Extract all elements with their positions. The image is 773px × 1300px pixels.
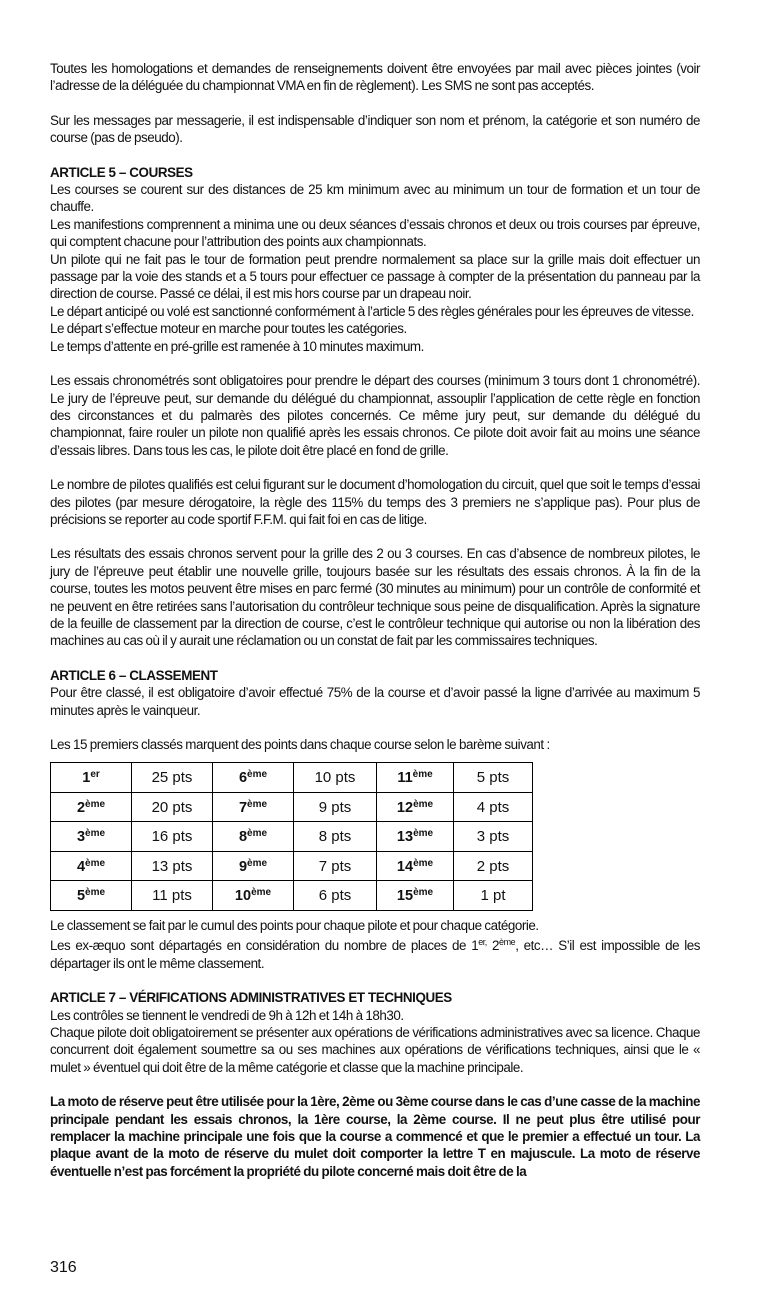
document-page: [50, 60, 700, 1180]
intro-paragraph-2: Sur les messages par messagerie, il est indispensable d’indiquer son nom et prénom, la catégorie et son numéro de course (pas de pseudo).: [50, 112, 700, 146]
ex-aequo-sup-1: er,: [478, 937, 487, 948]
rank-cell: [213, 851, 294, 881]
article-5-title: ARTICLE 5 – COURSES: [50, 164, 193, 180]
points-table-row: [51, 881, 533, 911]
ex-aequo-text-b: 2: [486, 938, 500, 954]
rank-cell: [213, 822, 294, 852]
rank-suffix: ème: [85, 887, 106, 899]
ex-aequo-text-a: Les ex-æquo sont départagés en considération du nombre de places de 1: [50, 938, 479, 954]
points-table-row: [51, 851, 533, 881]
article-5-paragraph-2: Les essais chronométrés sont obligatoires pour prendre le départ des courses (minimum 3 tours dont 1 chronométré). Le jury de l’épreuve peut, sur demande du délégué du championnat, assouplir l’application de cette règle en fonction des circonstances et du palmarès des pilotes concernés. Ce même jury peut, sur demande du délégué du championnat, faire rouler un pilote non qualifié après les essais chronos. Ce pilote doit avoir fait au moins une séance d’essais libres. Dans tous les cas, le pilote doit être placé en fond de grille.: [50, 373, 700, 458]
points-cell: 8 pts: [294, 822, 377, 852]
rank-number: 11: [397, 770, 413, 787]
rank-suffix: ème: [85, 857, 106, 869]
points-cell: 3 pts: [454, 822, 533, 852]
rank-cell: [51, 822, 132, 852]
points-cell: 2 pts: [454, 851, 533, 881]
intro-paragraph-1: Toutes les homologations et demandes de renseignements doivent être envoyées par mail avec pièces jointes (voir l’adresse de la déléguée du championnat VMA en fin de règlement). Les SMS ne sont pas acceptés.: [50, 61, 700, 94]
points-cell: 11 pts: [132, 881, 213, 911]
points-cell: 4 pts: [454, 792, 533, 822]
rank-number: 3: [76, 829, 86, 846]
rank-number: 14: [396, 858, 414, 875]
rank-cell: [213, 792, 294, 822]
article-6-paragraph-1: Pour être classé, il est obligatoire d’avoir effectué 75% de la course et d’avoir passé la ligne d’arrivée au maximum 5 minutes après le vainqueur.: [50, 685, 700, 718]
points-cell: 6 pts: [294, 881, 377, 911]
rank-suffix: ème: [85, 798, 106, 810]
rank-suffix: ème: [412, 769, 433, 781]
rank-number: 12: [396, 799, 414, 816]
points-table-row: [51, 822, 533, 852]
rank-cell: [51, 881, 132, 911]
rank-number: 1: [82, 770, 91, 787]
rank-suffix: er: [90, 769, 100, 781]
points-table-row: [51, 792, 533, 822]
article-7-title: ARTICLE 7 – VÉRIFICATIONS ADMINISTRATIVES ET TECHNIQUES: [50, 990, 452, 1006]
article-6-paragraph-4: [50, 934, 700, 972]
rank-suffix: ème: [247, 798, 268, 810]
rank-suffix: ème: [251, 887, 272, 899]
points-cell: 1 pt: [454, 881, 533, 911]
rank-cell: [377, 822, 454, 852]
article-5-line-1: Les courses se courent sur des distances de 25 km minimum avec au minimum un tour de formation et un tour de chauffe.: [50, 182, 700, 215]
rank-suffix: ème: [247, 769, 268, 781]
rank-number: 8: [238, 829, 248, 846]
points-cell: 25 pts: [132, 763, 213, 793]
points-table-row: [51, 763, 533, 793]
rank-number: 5: [76, 888, 86, 905]
article-5-line-4: Le départ anticipé ou volé est sanctionné conformément à l’article 5 des règles générales pour les épreuves de vitesse.: [50, 303, 694, 319]
rank-number: 6: [238, 770, 248, 787]
rank-cell: [377, 881, 454, 911]
rank-number: 10: [234, 888, 252, 905]
rank-number: 15: [396, 888, 414, 905]
points-cell: 9 pts: [294, 792, 377, 822]
rank-cell: [51, 763, 132, 793]
rank-number: 4: [76, 858, 86, 875]
article-5-line-5: Le départ s’effectue moteur en marche pour toutes les catégories.: [50, 321, 407, 337]
rank-cell: [377, 792, 454, 822]
article-5-line-3: Un pilote qui ne fait pas le tour de formation peut prendre normalement sa place sur la grille mais doit effectuer un passage par la voie des stands et a 5 tours pour effectuer ce passage à compter de la présentation du panneau par la direction de course. Passé ce délai, il est mis hors course par un drapeau noir.: [50, 251, 700, 302]
article-7-bold-paragraph: La moto de réserve peut être utilisée pour la 1ère, 2ème ou 3ème course dans le cas d’une casse de la machine principale pendant les essais chronos, la 1ère course, la 2ème course. Il ne peut plus être utilisé pour remplacer la machine principale une fois que la course a commencé et que le premier a effectué un tour. La plaque avant de la moto de réserve du mulet doit comporter la lettre T en majuscule. La moto de réserve éventuelle n’est pas forcément la propriété du pilote concerné mais doit être de la: [50, 1094, 700, 1179]
rank-cell: [377, 763, 454, 793]
article-5-line-2: Les manifestions comprennent a minima une ou deux séances d’essais chronos et deux ou trois courses par épreuve, qui comptent chacune pour l’attribution des points aux championnats.: [50, 216, 700, 250]
article-6-paragraph-2: Les 15 premiers classés marquent des points dans chaque course selon le barème suivant :: [50, 737, 550, 752]
points-cell: 10 pts: [294, 763, 377, 793]
article-5-paragraph-4: Les résultats des essais chronos servent pour la grille des 2 ou 3 courses. En cas d’absence de nombreux pilotes, le jury de l’épreuve peut établir une nouvelle grille, toujours basée sur les résultats des essais chronos. À la fin de la course, toutes les motos peuvent être mises en parc fermé (30 minutes au minimum) pour un contrôle de conformité et ne peuvent en être retirées sans l’autorisation du contrôleur technique sous peine de disqualification. Après la signature de la feuille de classement par la direction de course, c’est le contrôleur technique qui autorise ou non la libération des machines au cas où il y aurait une réclamation ou un constat de fait par les commissaires techniques.: [50, 546, 700, 649]
rank-cell: [51, 851, 132, 881]
article-6-title: ARTICLE 6 – CLASSEMENT: [50, 667, 218, 683]
points-cell: 13 pts: [132, 851, 213, 881]
points-cell: 5 pts: [454, 763, 533, 793]
article-7-line-2: Chaque pilote doit obligatoirement se présenter aux opérations de vérifications administratives avec sa licence. Chaque concurrent doit également soumettre sa ou ses machines aux opérations de vérifications techniques, ainsi que le « mulet » éventuel qui doit être de la même catégorie et classe que la machine principale.: [50, 1024, 700, 1075]
rank-suffix: ème: [413, 887, 434, 899]
article-5-paragraph-3: Le nombre de pilotes qualifiés est celui figurant sur le document d’homologation du circuit, quel que soit le temps d’essai des pilotes (par mesure dérogatoire, la règle des 115% du temps des 3 premiers ne s’applique pas). Pour plus de précisions se reporter au code sportif F.F.M. qui fait foi en cas de litige.: [50, 477, 700, 527]
rank-number: 13: [396, 829, 414, 846]
article-7-line-1: Les contrôles se tiennent le vendredi de 9h à 12h et 14h à 18h30.: [50, 1007, 404, 1023]
rank-number: 2: [76, 799, 86, 816]
rank-suffix: ème: [413, 857, 434, 869]
points-table: [50, 762, 533, 911]
rank-cell: [213, 763, 294, 793]
ex-aequo-sup-2: ème: [499, 937, 516, 948]
rank-suffix: ème: [413, 828, 434, 840]
points-cell: 20 pts: [132, 792, 213, 822]
points-cell: 7 pts: [294, 851, 377, 881]
rank-suffix: ème: [413, 798, 434, 810]
rank-cell: [213, 881, 294, 911]
rank-suffix: ème: [247, 828, 268, 840]
page-number: 316: [50, 1259, 77, 1276]
rank-suffix: ème: [247, 857, 268, 869]
rank-suffix: ème: [85, 828, 106, 840]
rank-cell: [51, 792, 132, 822]
rank-number: 7: [238, 799, 248, 816]
article-6-paragraph-3: Le classement se fait par le cumul des points pour chaque pilote et pour chaque catégorie.: [50, 917, 539, 933]
rank-number: 9: [238, 858, 248, 875]
ex-aequo-text-c: , etc… S’il est impossible de les départager ils ont le même classement.: [50, 938, 700, 971]
article-5-line-6: Le temps d’attente en pré-grille est ramenée à 10 minutes maximum.: [50, 338, 424, 354]
rank-cell: [377, 851, 454, 881]
points-cell: 16 pts: [132, 822, 213, 852]
